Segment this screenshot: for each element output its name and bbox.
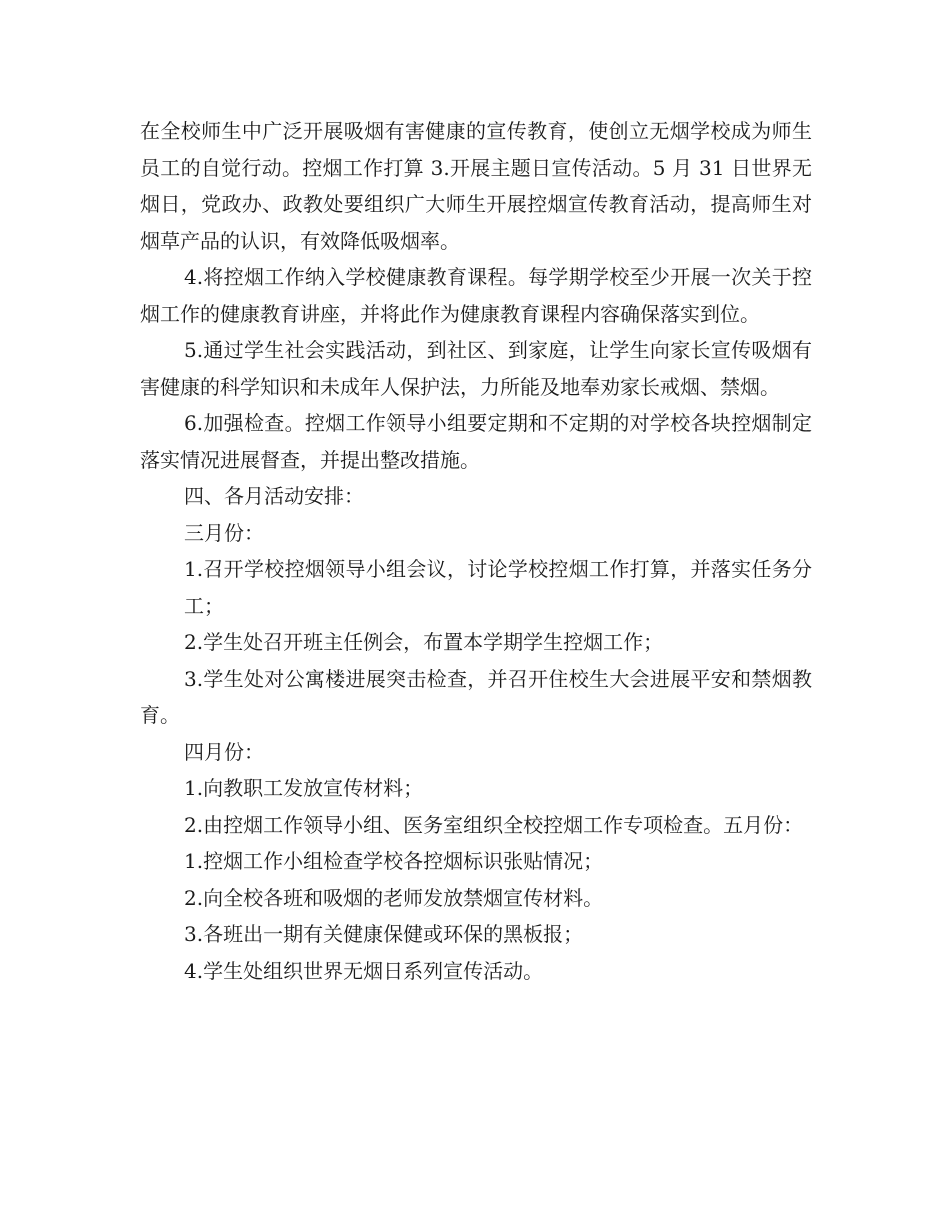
- march-item-3: 3.学生处对公寓楼进展突击检查，并召开住校生大会进展平安和禁烟教育。: [140, 666, 812, 727]
- april-item-2: 2.由控烟工作领导小组、医务室组织全校控烟工作专项检查。五月份：: [184, 812, 804, 837]
- april-item-1: 1.向教职工发放宣传材料；: [184, 776, 424, 800]
- paragraph-item-4: 4.将控烟工作纳入学校健康教育课程。每学期学校至少开展一次关于控烟工作的健康教育讲座，并将此作为健康教育课程内容确保落实到位。: [140, 265, 812, 326]
- month-heading-march: 三月份：: [184, 520, 264, 545]
- section-heading-monthly-plan: 四、各月活动安排：: [184, 484, 364, 508]
- march-item-1: 1.召开学校控烟领导小组会议，讨论学校控烟工作打算，并落实任务分工；: [184, 557, 812, 618]
- may-item-1: 1.控烟工作小组检查学校各控烟标识张贴情况；: [184, 849, 604, 873]
- paragraph-intro: 在全校师生中广泛开展吸烟有害健康的宣传教育，使创立无烟学校成为师生员工的自觉行动。控烟工作打算 3.开展主题日宣传活动。5 月 31 日世界无烟日，党政办、政教处要组织广大师生开展控烟宣传教育活动，提高师生对烟草产品的认识，有效降低吸烟率。: [140, 119, 812, 253]
- march-item-2: 2.学生处召开班主任例会，布置本学期学生控烟工作；: [184, 630, 664, 654]
- document-page: [140, 113, 812, 989]
- month-heading-april: 四月份：: [184, 739, 264, 764]
- may-item-4: 4.学生处组织世界无烟日系列宣传活动。: [184, 958, 544, 983]
- paragraph-item-5: 5.通过学生社会实践活动，到社区、到家庭，让学生向家长宣传吸烟有害健康的科学知识和未成年人保护法，力所能及地奉劝家长戒烟、禁烟。: [140, 338, 812, 399]
- may-item-3: 3.各班出一期有关健康保健或环保的黑板报；: [184, 922, 584, 946]
- paragraph-item-6: 6.加强检查。控烟工作领导小组要定期和不定期的对学校各块控烟制定落实情况进展督查，并提出整改措施。: [140, 411, 812, 472]
- may-item-2: 2.向全校各班和吸烟的老师发放禁烟宣传材料。: [184, 885, 604, 910]
